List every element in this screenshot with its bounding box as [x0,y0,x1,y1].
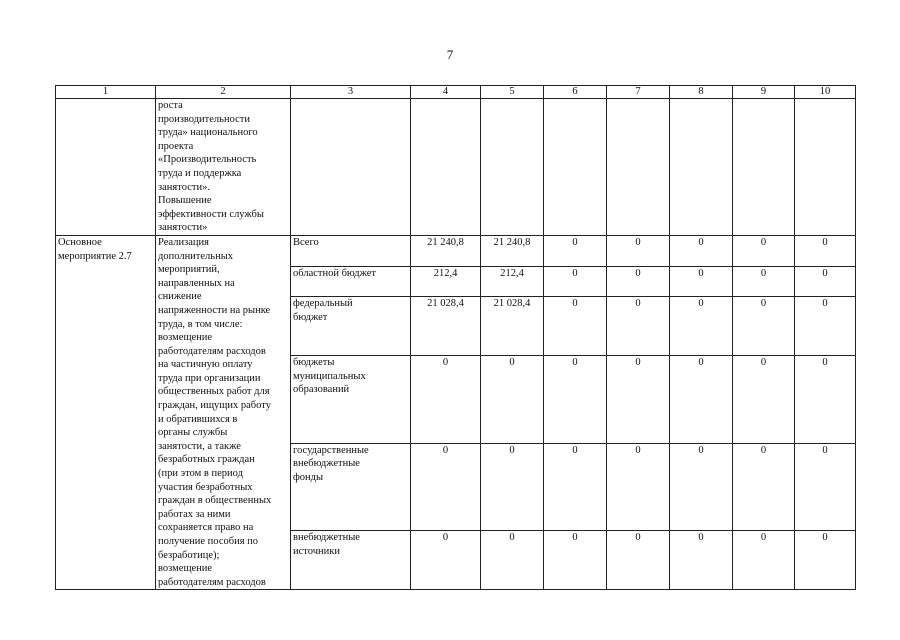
column-number: 8 [670,86,733,99]
value-cell: 0 [733,266,795,297]
column-number: 2 [156,86,291,99]
table-row [56,235,856,266]
empty-cell [795,99,856,236]
value-cell: 0 [733,235,795,266]
value-cell: 0 [411,443,481,531]
column-number: 4 [411,86,481,99]
value-cell: 0 [733,356,795,444]
column-number: 9 [733,86,795,99]
value-cell: 0 [411,531,481,590]
continuation-row [56,99,856,236]
value-cell: 0 [544,443,607,531]
empty-cell [544,99,607,236]
value-cell: 212,4 [481,266,544,297]
empty-cell [670,99,733,236]
funding-source: государственные внебюджетные фонды [291,443,411,531]
value-cell: 21 240,8 [481,235,544,266]
empty-cell [291,99,411,236]
empty-cell [411,99,481,236]
empty-cell [481,99,544,236]
empty-cell [607,99,670,236]
value-cell: 0 [481,356,544,444]
value-cell: 0 [481,443,544,531]
column-number-row [56,86,856,99]
value-cell: 0 [733,297,795,356]
value-cell: 0 [795,235,856,266]
value-cell: 0 [607,297,670,356]
value-cell: 0 [795,443,856,531]
value-cell: 212,4 [411,266,481,297]
value-cell: 0 [481,531,544,590]
value-cell: 0 [544,356,607,444]
funding-source: Всего [291,235,411,266]
value-cell: 21 028,4 [411,297,481,356]
value-cell: 0 [670,531,733,590]
value-cell: 0 [544,297,607,356]
value-cell: 0 [795,531,856,590]
value-cell: 0 [670,235,733,266]
value-cell: 0 [544,531,607,590]
continued-description: роста производительности труда» национального проекта «Производительность труда и поддержка занятости». Повышение эффективности службы занятости» [156,99,291,236]
value-cell: 21 028,4 [481,297,544,356]
column-number: 10 [795,86,856,99]
value-cell: 0 [544,266,607,297]
value-cell: 0 [607,266,670,297]
funding-source: внебюджетные источники [291,531,411,590]
event-name: Основное мероприятие 2.7 [56,235,156,589]
empty-cell [56,99,156,236]
column-number: 6 [544,86,607,99]
value-cell: 0 [670,356,733,444]
value-cell: 0 [607,531,670,590]
value-cell: 0 [670,266,733,297]
value-cell: 0 [670,443,733,531]
budget-table [55,85,856,590]
value-cell: 21 240,8 [411,235,481,266]
funding-source: областной бюджет [291,266,411,297]
funding-source: федеральный бюджет [291,297,411,356]
value-cell: 0 [795,356,856,444]
column-number: 7 [607,86,670,99]
event-description: Реализация дополнительных мероприятий, направленных на снижение напряженности на рынке труда, в том числе: возмещение работодателям расходов на частичную оплату труда при организации общественных работ для граждан, ищущих работу и обратившихся в органы службы занятости, а также безработных граждан (при этом в период участия безработных граждан в общественных работах за ними сохраняется право на получение пособия по безработице); возмещение работодателям расходов [156,235,291,589]
value-cell: 0 [795,266,856,297]
column-number: 3 [291,86,411,99]
value-cell: 0 [607,235,670,266]
empty-cell [733,99,795,236]
column-number: 5 [481,86,544,99]
value-cell: 0 [411,356,481,444]
value-cell: 0 [670,297,733,356]
funding-source: бюджеты муниципальных образований [291,356,411,444]
value-cell: 0 [795,297,856,356]
column-number: 1 [56,86,156,99]
value-cell: 0 [607,356,670,444]
value-cell: 0 [544,235,607,266]
value-cell: 0 [733,531,795,590]
value-cell: 0 [607,443,670,531]
value-cell: 0 [733,443,795,531]
page-number: 7 [446,47,454,62]
